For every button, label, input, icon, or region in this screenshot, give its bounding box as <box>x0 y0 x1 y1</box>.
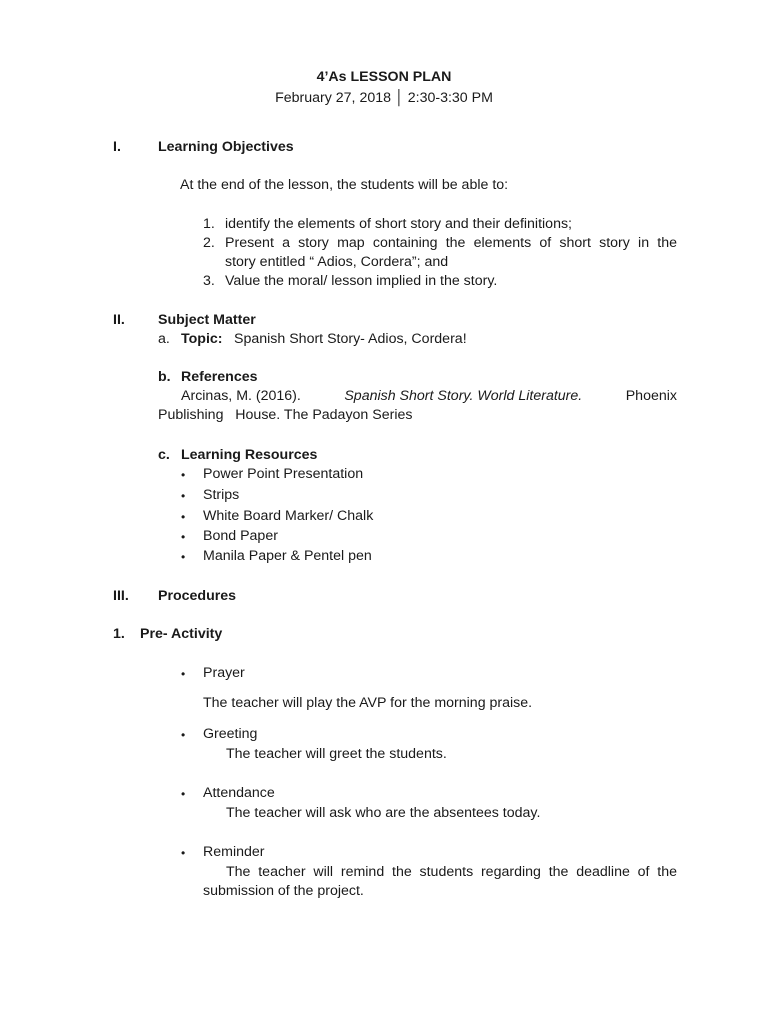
activity-name: Greeting <box>203 726 258 742</box>
objective-text: identify the elements of short story and their definitions; <box>225 216 572 232</box>
bullet-icon: • <box>181 489 186 503</box>
resources-letter: c. <box>158 447 170 463</box>
resource-item: Strips <box>203 487 240 503</box>
bullet-icon: • <box>181 550 186 564</box>
section-heading-objectives: Learning Objectives <box>158 139 294 155</box>
objective-number: 3. <box>203 273 215 289</box>
activity-description-continued: submission of the project. <box>203 883 364 899</box>
bullet-icon: • <box>181 667 186 681</box>
subsection-heading-pre-activity: Pre- Activity <box>140 626 223 642</box>
reference-author: Arcinas, M. (2016). <box>181 388 301 404</box>
reference-line-1 <box>181 387 677 407</box>
bullet-icon: • <box>181 530 186 544</box>
topic-value: Spanish Short Story- Adios, Cordera! <box>234 331 467 347</box>
activity-description: The teacher will ask who are the absentees today. <box>226 805 541 821</box>
reference-title: Spanish Short Story. World Literature. <box>344 388 583 404</box>
activity-description: The teacher will remind the students regarding the deadline of the <box>226 864 677 880</box>
objective-text: Present a story map containing the elements of short story in the <box>225 235 677 251</box>
activity-description: The teacher will play the AVP for the morning praise. <box>203 695 533 711</box>
activity-name: Prayer <box>203 665 245 681</box>
bullet-icon: • <box>181 787 186 801</box>
section-heading-procedures: Procedures <box>158 588 237 604</box>
references-letter: b. <box>158 369 171 385</box>
reference-line-2: Publishing House. The Padayon Series <box>158 407 413 423</box>
document-date: February 27, 2018 │ 2:30-3:30 PM <box>275 90 493 106</box>
objective-number: 2. <box>203 235 215 251</box>
activity-name: Attendance <box>203 785 275 801</box>
bullet-icon: • <box>181 728 186 742</box>
document-title: 4’As LESSON PLAN <box>316 69 452 85</box>
section-numeral-1: I. <box>113 139 121 155</box>
resource-item: White Board Marker/ Chalk <box>203 508 374 524</box>
activity-name: Reminder <box>203 844 265 860</box>
bullet-icon: • <box>181 846 186 860</box>
objectives-intro: At the end of the lesson, the students will be able to: <box>180 177 509 193</box>
topic-letter: a. <box>158 331 170 347</box>
resource-item: Bond Paper <box>203 528 278 544</box>
topic-label: Topic: <box>181 331 223 347</box>
objective-text: Value the moral/ lesson implied in the story. <box>225 273 498 289</box>
activity-description: The teacher will greet the students. <box>226 746 447 762</box>
resources-label: Learning Resources <box>181 447 318 463</box>
section-numeral-3: III. <box>113 588 129 604</box>
objective-number: 1. <box>203 216 215 232</box>
objective-text-continued: story entitled “ Adios, Cordera”; and <box>225 254 449 270</box>
bullet-icon: • <box>181 468 186 482</box>
reference-publisher: Phoenix <box>625 388 677 404</box>
resource-item: Manila Paper & Pentel pen <box>203 548 372 564</box>
section-heading-subject-matter: Subject Matter <box>158 312 256 328</box>
resource-item: Power Point Presentation <box>203 466 364 482</box>
subsection-number: 1. <box>113 626 125 642</box>
section-numeral-2: II. <box>113 312 125 328</box>
references-label: References <box>181 369 258 385</box>
bullet-icon: • <box>181 510 186 524</box>
